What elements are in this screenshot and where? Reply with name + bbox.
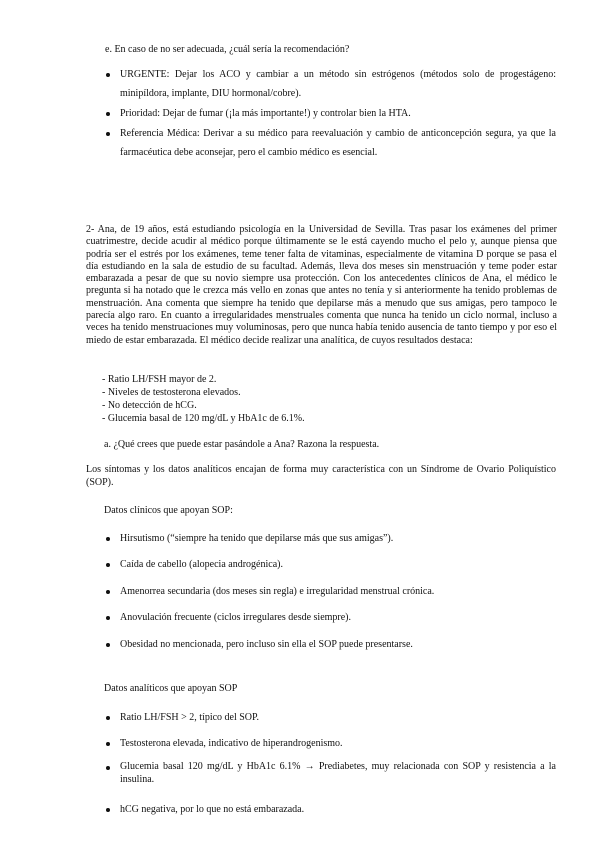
clinical-hirsutism: Hirsutismo (“siempre ha tenido que depilarse más que sus amigas”).	[120, 533, 394, 544]
result-glucose: - Glucemia basal de 120 mg/dL y HbA1c de 6.1%.	[102, 413, 305, 424]
result-testosterone: - Niveles de testosterona elevados.	[102, 387, 241, 398]
question-e: e. En caso de no ser adecuada, ¿cuál sería la recomendación?	[105, 44, 350, 55]
bullet-icon	[106, 590, 110, 594]
answer-sop: Los síntomas y los datos analíticos encajan de forma muy característica con un Síndrome de Ovario Poliquístico (SOP).	[86, 464, 556, 488]
bullet-icon	[106, 537, 110, 541]
result-hcg: - No detección de hCG.	[102, 400, 197, 411]
bullet-icon	[106, 132, 110, 136]
bullet-icon	[106, 616, 110, 620]
recommendation-urgent: URGENTE: Dejar los ACO y cambiar a un método sin estrógenos (métodos solo de progestágeno: minipíldora, implante, DIU hormonal/cobre).	[120, 69, 556, 99]
lab-hcg: hCG negativa, por lo que no está embarazada.	[120, 804, 305, 815]
recommendation-referral: Referencia Médica: Derivar a su médico para reevaluación y cambio de anticoncepción segura, ya que la farmacéutica debe aconsejar, pero el cambio médico es esencial.	[120, 128, 556, 158]
bullet-icon	[106, 73, 110, 77]
bullet-icon	[106, 643, 110, 647]
recommendation-priority: Prioridad: Dejar de fumar (¡la más importante!) y controlar bien la HTA.	[120, 108, 411, 119]
bullet-icon	[106, 808, 110, 812]
bullet-icon	[106, 742, 110, 746]
lab-testosterone: Testosterona elevada, indicativo de hiperandrogenismo.	[120, 738, 343, 749]
bullet-icon	[106, 766, 110, 770]
case-2-paragraph: 2- Ana, de 19 años, está estudiando psicología en la Universidad de Sevilla. Tras pasar los exámenes del primer cuatrimestre, decide acudir al médico porque últimamente se le está cayendo mucho el pelo y, aunque piensa que podría ser el estrés por los exámenes, teme tener falta de vitaminas, especialmente de vitamina D porque se pasa el día estudiando en la sala de estudio de su facultad. Además, lleva dos meses sin menstruación y teme poder estar embarazada a pesar de que su novio siempre usa protección. Con los antecedentes clínicos de Ana, el médico le pregunta si ha notado que le crezca más vello en zonas que antes no tenía y si anteriormente ha tenido problemas de menstruación. Ana comenta que siempre ha tenido que depilarse más a menudo que sus amigas, pero tampoco le parecía algo raro. En cuanto a irregularidades menstruales comenta que nunca ha tenido un ciclo normal, incluso a veces ha tenido menstruaciones muy voluminosas, pero que nunca había tenido ausencia de tanto tiempo y por eso el miedo de estar embarazada. El médico decide realizar una analítica, de cuyos resultados destaca:	[86, 224, 557, 346]
lab-heading: Datos analíticos que apoyan SOP	[104, 683, 238, 694]
clinical-obesity: Obesidad no mencionada, pero incluso sin ella el SOP puede presentarse.	[120, 639, 413, 650]
clinical-hair-loss: Caída de cabello (alopecia androgénica).	[120, 559, 283, 570]
question-a: a. ¿Qué crees que puede estar pasándole a Ana? Razona la respuesta.	[104, 439, 380, 450]
bullet-icon	[106, 716, 110, 720]
result-lh-fsh: - Ratio LH/FSH mayor de 2.	[102, 374, 217, 385]
clinical-amenorrhea: Amenorrea secundaria (dos meses sin regla) e irregularidad menstrual crónica.	[120, 586, 435, 597]
clinical-heading: Datos clínicos que apoyan SOP:	[104, 505, 233, 516]
lab-lh-fsh: Ratio LH/FSH > 2, típico del SOP.	[120, 712, 259, 723]
lab-glucose: Glucemia basal 120 mg/dL y HbA1c 6.1% → Prediabetes, muy relacionada con SOP y resistencia a la insulina.	[120, 761, 556, 785]
bullet-icon	[106, 563, 110, 567]
clinical-anovulation: Anovulación frecuente (ciclos irregulares desde siempre).	[120, 612, 352, 623]
bullet-icon	[106, 112, 110, 116]
